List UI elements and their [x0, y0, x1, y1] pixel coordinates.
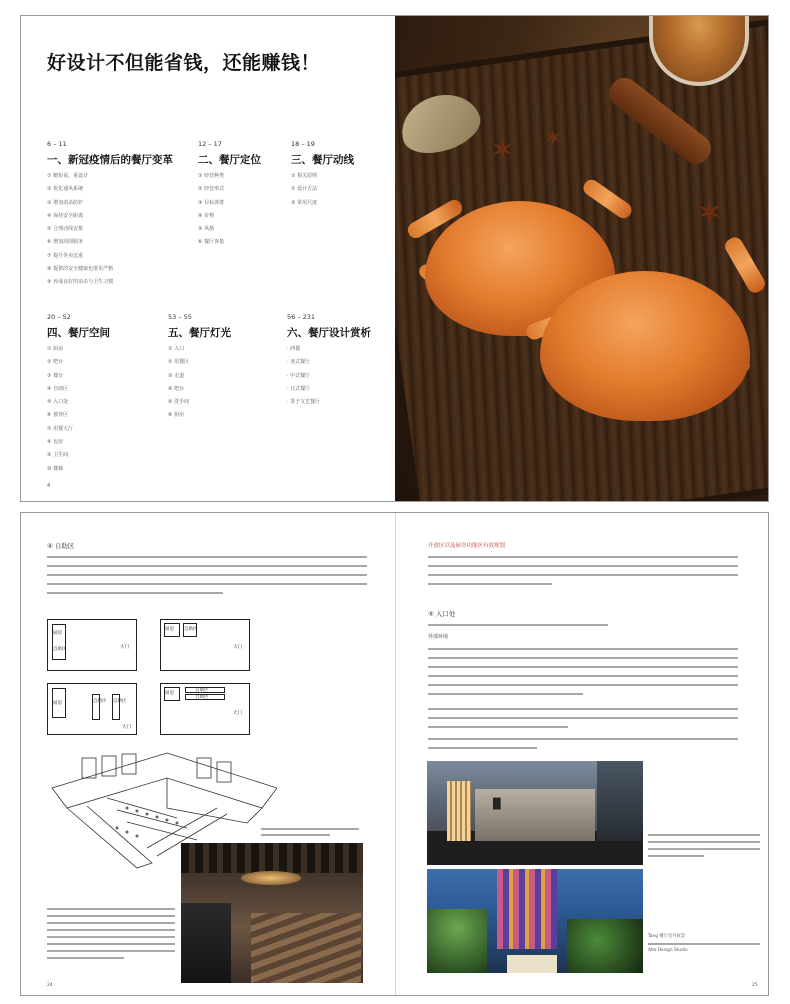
toc-range: 56 – 231 [287, 313, 316, 321]
toc-item: ① 厨房 [47, 346, 64, 352]
toc-section-2 [198, 140, 261, 252]
plan-label: 自助区 [113, 699, 127, 704]
text-line [47, 553, 367, 562]
body-paragraph [428, 735, 738, 753]
toc-item: ① 缩短桌、重设计 [47, 173, 89, 179]
left-page [21, 513, 395, 995]
text-line [47, 926, 175, 933]
toc-heading: 二、餐厅定位 [198, 154, 261, 166]
toc-item: ② 设计方法 [291, 186, 318, 193]
ceiling [181, 843, 363, 873]
toc-item: ⑤ 洗手间 [168, 399, 190, 406]
toc-item: ⑦ 提升外卖比重 [47, 252, 84, 259]
floor-plan-diagram [160, 683, 250, 735]
toc-item: ③ 目标客群 [198, 199, 225, 206]
toc-item: ⑥ 餐厅客量 [198, 239, 225, 246]
colorful-facade [497, 869, 557, 949]
toc-item: · 西餐 [287, 346, 301, 352]
text-line [428, 621, 608, 630]
plan-label: 厨房 [165, 691, 174, 696]
text-line [428, 663, 738, 672]
text-line [428, 562, 738, 571]
toc-section-3 [291, 140, 354, 212]
toc-item: ⑧ 包房 [47, 439, 64, 446]
toc-item: ⑧ 提供的安全健康也要更严格 [47, 266, 114, 273]
restaurant-logo-icon: ▐▌ [489, 799, 505, 810]
crab-photo [395, 16, 769, 501]
toc-item: ① 入口 [168, 346, 185, 352]
plan-label: 大门 [233, 645, 242, 650]
toc-heading: 五、餐厅灯光 [168, 327, 231, 339]
text-line [47, 919, 175, 926]
text-line [428, 690, 583, 699]
lit-window [447, 781, 471, 841]
bottom-spread [20, 512, 769, 996]
text-line [428, 735, 738, 744]
toc-item: ⑤ 入口处 [47, 399, 69, 406]
toc-item: ⑤ 合理动线安排 [47, 226, 84, 233]
text-line [648, 940, 760, 947]
toc-item: ⑦ 用餐大厅 [47, 425, 74, 432]
text-line [648, 838, 760, 845]
text-line [47, 589, 223, 598]
toc-page [21, 16, 395, 501]
text-line [47, 954, 124, 961]
photo-caption [47, 905, 175, 961]
plan-label: 自助区 [184, 627, 198, 632]
plan-label: 大门 [120, 645, 129, 650]
toc-item: ⑥ 增加周围服务 [47, 239, 84, 246]
text-line [428, 672, 738, 681]
toc-item: · 中式餐厅 [287, 372, 311, 379]
section-subheading: 开放区以及厨房功能区有效规划 [428, 543, 506, 549]
text-line [428, 744, 537, 753]
text-line [428, 705, 738, 714]
toc-section-6 [287, 313, 371, 411]
photo-credit: Atlo Design Studio [648, 948, 688, 953]
star-anise-icon: ✶ [490, 133, 516, 168]
toc-item: ② 吧台 [47, 359, 64, 366]
text-line [428, 654, 738, 663]
toc-range: 12 – 17 [198, 140, 222, 148]
caption-lines [261, 825, 359, 837]
top-spread [20, 15, 769, 502]
tree-silhouette [597, 761, 643, 841]
text-line [428, 553, 738, 562]
text-line [648, 831, 760, 838]
body-paragraph [428, 645, 738, 699]
text-line [648, 845, 760, 852]
tree [427, 909, 487, 973]
text-line [648, 852, 704, 859]
toc-item: ③ 增加消杀防护 [47, 199, 84, 206]
restaurant-exterior-photo [427, 761, 643, 865]
plan-label: 自助区 [195, 688, 209, 693]
plan-label: 自助区 [195, 695, 209, 700]
toc-item: ⑨ 养成良好的消杀与卫生习惯 [47, 279, 114, 286]
toc-item: ① 经营种类 [198, 173, 225, 179]
toc-item: ⑥ 厨房 [168, 412, 185, 419]
floor-plan-diagram [160, 619, 250, 671]
text-line [47, 905, 175, 912]
restaurant-night-photo [427, 869, 643, 973]
toc-item: ② 经营形式 [198, 186, 225, 193]
toc-item: ⑥ 接待区 [47, 412, 69, 419]
toc-item: ⑨ 卫生间 [47, 452, 69, 459]
text-line [47, 580, 367, 589]
text-line [47, 912, 175, 919]
toc-item: · 茶子文艺餐厅 [287, 399, 321, 406]
toc-item: ④ 自助区 [47, 385, 69, 392]
entrance-light [507, 955, 557, 973]
text-line [428, 723, 568, 732]
toc-item: ② 优化通风系统 [47, 186, 84, 193]
toc-item: ① 相关原则 [291, 173, 318, 179]
toc-range: 20 – 52 [47, 313, 71, 321]
body-paragraph [428, 553, 738, 589]
toc-item: ③ 餐台 [47, 372, 64, 379]
plan-label: 厨房 [53, 631, 62, 636]
body-paragraph [428, 705, 738, 732]
photo-caption-bottom [648, 933, 760, 954]
plan-label: 厨房 [53, 701, 62, 706]
text-line [47, 933, 175, 940]
toc-item: · 日式餐厅 [287, 385, 311, 392]
photo-caption [648, 831, 760, 859]
section-title: ④ 自助区 [47, 542, 75, 550]
text-line [47, 947, 175, 954]
toc-item: · 亚式餐厅 [287, 359, 311, 366]
section-title: ⑤ 入口处 [428, 610, 456, 618]
text-line [47, 571, 367, 580]
plan-label: 大门 [233, 711, 242, 716]
toc-heading: 三、餐厅动线 [291, 154, 354, 166]
toc-item: ⑩ 楼梯 [47, 465, 64, 472]
plan-label: 大门 [122, 725, 131, 730]
toc-item: ⑤ 风格 [198, 226, 215, 233]
toc-section-4 [47, 313, 110, 478]
floor-plan-diagram [47, 619, 137, 671]
page-number: 25 [752, 983, 758, 988]
toc-heading: 六、餐厅设计赏析 [287, 327, 371, 339]
plan-label: 自助区 [93, 699, 107, 704]
toc-range: 18 – 19 [291, 140, 315, 148]
text-line [428, 571, 738, 580]
toc-range: 6 – 11 [47, 140, 67, 148]
page-number: 24 [47, 983, 53, 988]
buffet-counter [181, 903, 231, 983]
body-paragraph [428, 621, 608, 630]
toc-item: ③ 常用尺度 [291, 199, 318, 206]
toc-section-1 [47, 140, 173, 292]
toc-section-5 [168, 313, 231, 425]
plan-label: 厨房 [165, 627, 174, 632]
plan-label: 自助区 [53, 647, 67, 652]
star-anise-icon: ✶ [543, 124, 564, 152]
toc-item: ④ 保持安全距离 [47, 212, 84, 219]
text-line [428, 645, 738, 654]
restaurant-interior-photo [181, 843, 363, 983]
toc-heading: 四、餐厅空间 [47, 327, 110, 339]
right-page [396, 513, 768, 995]
text-line [428, 714, 738, 723]
toc-item: ④ 吧台 [168, 385, 185, 392]
text-line [428, 681, 738, 690]
page-number: 4 [47, 483, 51, 489]
subsection-heading: 外部环境 [428, 634, 449, 640]
page-title: 好设计不但能省钱，还能赚钱！ [47, 52, 321, 74]
dining-tables [251, 913, 361, 983]
toc-item: ③ 走道 [168, 372, 185, 379]
star-anise-icon: ✶ [695, 193, 724, 233]
text-line [47, 562, 367, 571]
text-line [261, 831, 330, 837]
floor-plan-diagram [47, 683, 137, 735]
body-paragraph [47, 553, 367, 598]
caption-title: Tang 餐厅室外夜景 [648, 934, 686, 939]
text-line [47, 940, 175, 947]
toc-item: ④ 价格 [198, 212, 215, 219]
toc-range: 53 – 55 [168, 313, 192, 321]
chandelier [241, 871, 301, 885]
text-line [428, 580, 552, 589]
toc-heading: 一、新冠疫情后的餐厅变革 [47, 154, 173, 166]
tree [567, 919, 643, 973]
toc-item: ② 用餐区 [168, 359, 190, 366]
